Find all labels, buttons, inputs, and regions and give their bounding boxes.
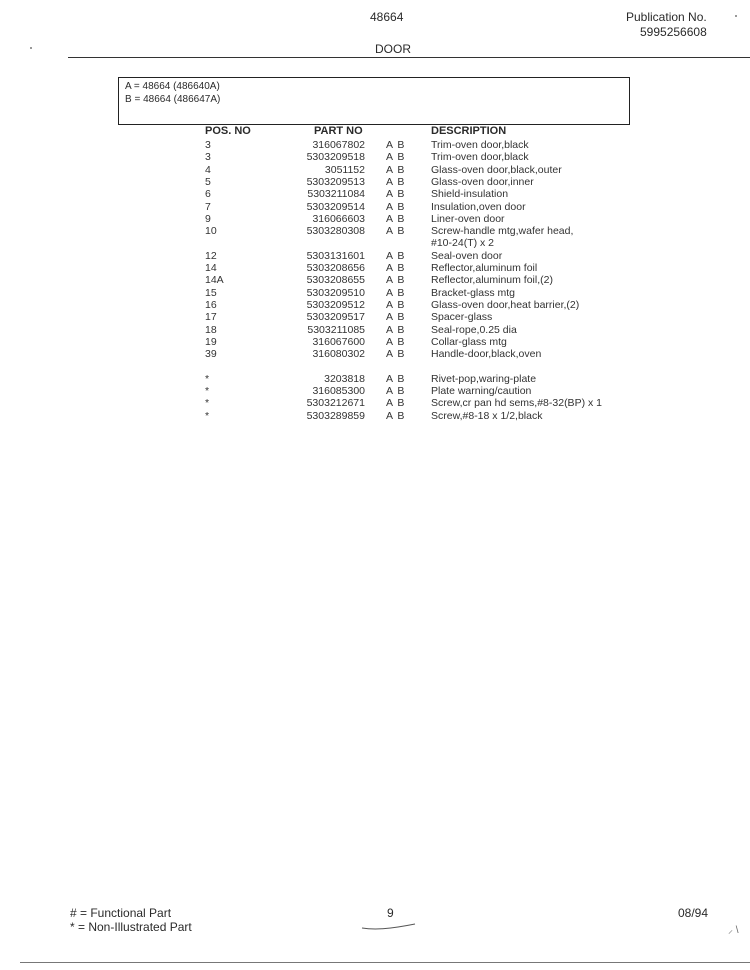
part-models: A B [386, 298, 406, 311]
part-description: Glass-oven door,inner [431, 175, 534, 188]
part-pos: 7 [205, 200, 211, 213]
part-pos: 15 [205, 286, 217, 299]
part-number: 3051152 [324, 163, 365, 176]
part-description: Insulation,oven door [431, 200, 526, 213]
functional-part-note: # = Functional Part [70, 906, 172, 920]
part-description: Reflector,aluminum foil,(2) [431, 274, 553, 287]
scan-mark: ⸝ \ [728, 925, 739, 936]
part-description-continued: #10-24(T) x 2 [431, 237, 495, 250]
section-title: DOOR [375, 42, 411, 56]
part-number: 5303208655 [306, 274, 365, 287]
part-models: A B [386, 286, 406, 299]
part-number: 5303209514 [306, 200, 365, 213]
part-number: 5303289859 [306, 409, 365, 422]
part-number: 316066603 [312, 212, 365, 225]
part-number: 5303131601 [306, 249, 365, 262]
part-models: A B [386, 151, 406, 164]
publication-number: 5995256608 [640, 25, 707, 39]
part-pos: 16 [205, 298, 217, 311]
part-number: 5303209510 [306, 286, 365, 299]
part-models: A B [386, 335, 406, 348]
part-description: Shield-insulation [431, 188, 509, 201]
part-number: 5303209512 [306, 298, 365, 311]
part-description: Liner-oven door [431, 212, 505, 225]
part-number: 5303209517 [306, 311, 365, 324]
part-description: Trim-oven door,black [431, 151, 529, 164]
part-pos: 14 [205, 262, 217, 274]
part-models: A B [386, 262, 406, 274]
legend-model-a: A = 48664 (486640A) [125, 81, 220, 92]
part-description: Reflector,aluminum foil [431, 262, 538, 274]
part-description: Glass-oven door,heat barrier,(2) [431, 298, 580, 311]
part-models: A B [386, 348, 406, 361]
non-illustrated-part-note: * = Non-Illustrated Part [70, 920, 192, 934]
column-header-pos: POS. NO [205, 125, 251, 137]
part-number: 5303209518 [306, 151, 365, 164]
part-models: A B [386, 323, 406, 336]
part-models: A B [386, 385, 406, 397]
part-description: Screw,#8-18 x 1/2,black [431, 409, 543, 422]
part-description: Seal-rope,0.25 dia [431, 323, 517, 336]
legend-model-b: B = 48664 (486647A) [125, 94, 221, 105]
part-number: 316067600 [312, 335, 365, 348]
part-models: A B [386, 163, 406, 176]
part-description: Glass-oven door,black,outer [431, 163, 562, 176]
part-number: 5303211084 [307, 188, 365, 201]
part-models: A B [386, 311, 406, 324]
part-pos: 17 [205, 311, 217, 324]
part-models: A B [386, 274, 406, 287]
part-pos: 3 [205, 139, 211, 151]
part-pos: 5 [205, 175, 211, 188]
scan-dot [735, 15, 737, 17]
part-pos: * [205, 409, 210, 422]
part-number: 5303211085 [307, 323, 365, 336]
model-number: 48664 [370, 10, 404, 24]
scan-squiggle [360, 920, 420, 932]
part-models: A B [386, 139, 406, 151]
part-description: Bracket-glass mtg [431, 286, 516, 299]
footer-rule [20, 962, 750, 963]
part-models: A B [386, 200, 406, 213]
part-pos: 6 [205, 188, 211, 201]
publication-label: Publication No. [626, 10, 707, 24]
part-pos: 9 [205, 212, 211, 225]
part-description: Screw,cr pan hd sems,#8-32(BP) x 1 [431, 397, 602, 410]
part-number: 5303208656 [306, 262, 365, 274]
part-number: 316080302 [312, 348, 365, 361]
part-description: Trim-oven door,black [431, 139, 529, 151]
part-models: A B [386, 397, 406, 410]
part-description: Spacer-glass [431, 311, 493, 324]
part-description: Handle-door,black,oven [431, 348, 542, 361]
column-header-part: PART NO [314, 125, 363, 137]
part-models: A B [386, 212, 406, 225]
part-description: Plate warning/caution [431, 385, 532, 397]
part-description: Rivet-pop,waring-plate [431, 372, 537, 385]
part-models: A B [386, 188, 406, 201]
part-models: A B [386, 372, 406, 385]
part-models: A B [386, 175, 406, 188]
part-number: 5303212671 [306, 397, 365, 410]
part-pos: * [205, 385, 210, 397]
part-pos: 12 [205, 249, 217, 262]
part-description: Screw-handle mtg,wafer head, [431, 225, 574, 238]
header-rule [68, 57, 750, 58]
part-models: A B [386, 409, 406, 422]
part-number: 5303280308 [306, 225, 365, 238]
part-number: 3203818 [324, 372, 365, 385]
part-pos: 10 [205, 225, 217, 238]
part-number: 316067802 [312, 139, 365, 151]
page-number: 9 [387, 906, 394, 920]
part-pos: * [205, 397, 210, 410]
scan-dot [30, 47, 32, 49]
part-pos: 14A [205, 274, 224, 287]
part-number: 316085300 [312, 385, 365, 397]
column-header-description: DESCRIPTION [431, 125, 507, 137]
part-pos: 18 [205, 323, 217, 336]
part-pos: 3 [205, 151, 211, 164]
part-pos: 4 [205, 163, 211, 176]
part-pos: * [205, 372, 210, 385]
part-number: 5303209513 [306, 175, 365, 188]
part-models: A B [386, 249, 406, 262]
part-description: Seal-oven door [431, 249, 503, 262]
part-pos: 19 [205, 335, 217, 348]
part-models: A B [386, 225, 406, 238]
footer-date: 08/94 [678, 906, 709, 920]
part-description: Collar-glass mtg [431, 335, 507, 348]
part-pos: 39 [205, 348, 217, 361]
